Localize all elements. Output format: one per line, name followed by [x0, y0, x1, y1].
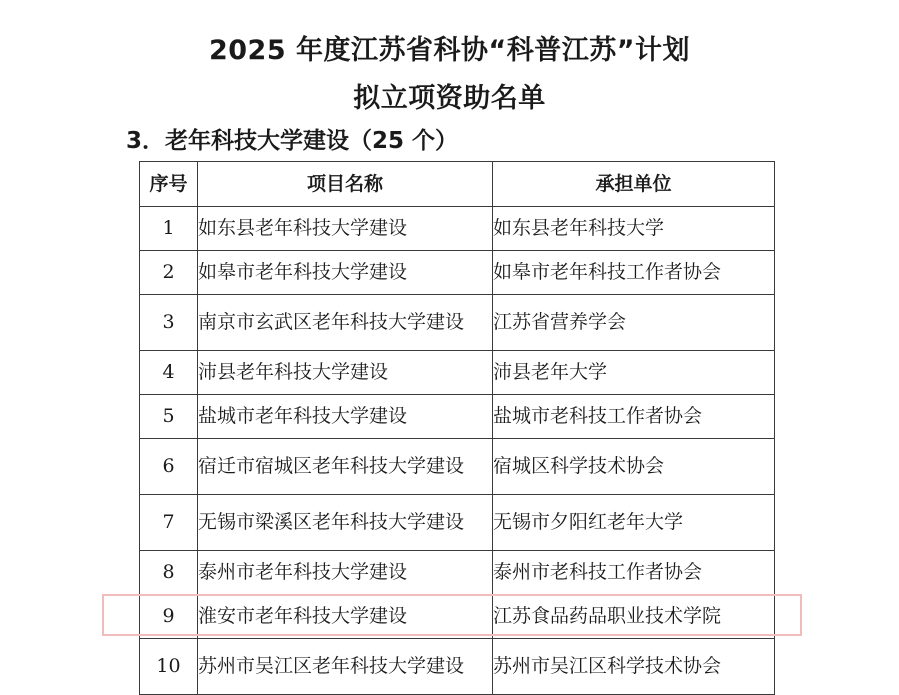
table-row — [140, 639, 775, 695]
row-serial: 3 — [140, 295, 198, 351]
table-row — [140, 395, 775, 439]
row-serial: 7 — [140, 495, 198, 551]
header-project-name: 项目名称 — [198, 162, 493, 207]
table-header-row — [140, 162, 775, 207]
table-row — [140, 207, 775, 251]
row-serial: 6 — [140, 439, 198, 495]
row-serial: 10 — [140, 639, 198, 695]
header-organization: 承担单位 — [493, 162, 775, 207]
row-project-name: 无锡市梁溪区老年科技大学建设 — [198, 495, 493, 551]
row-serial: 9 — [140, 595, 198, 639]
row-organization: 如东县老年科技大学 — [493, 207, 775, 251]
row-serial: 5 — [140, 395, 198, 439]
row-serial: 2 — [140, 251, 198, 295]
project-table — [139, 161, 775, 695]
row-organization: 江苏食品药品职业技术学院 — [493, 595, 775, 639]
section-heading: 3．老年科技大学建设（25 个） — [126, 128, 459, 154]
row-project-name: 沛县老年科技大学建设 — [198, 351, 493, 395]
row-organization: 沛县老年大学 — [493, 351, 775, 395]
table-row — [140, 251, 775, 295]
row-project-name: 南京市玄武区老年科技大学建设 — [198, 295, 493, 351]
row-project-name: 盐城市老年科技大学建设 — [198, 395, 493, 439]
row-organization: 苏州市吴江区科学技术协会 — [493, 639, 775, 695]
row-project-name: 苏州市吴江区老年科技大学建设 — [198, 639, 493, 695]
row-serial: 4 — [140, 351, 198, 395]
row-project-name: 淮安市老年科技大学建设 — [198, 595, 493, 639]
row-organization: 泰州市老科技工作者协会 — [493, 551, 775, 595]
table-row-highlighted — [140, 595, 775, 639]
table-row — [140, 439, 775, 495]
table-row — [140, 295, 775, 351]
table-row — [140, 495, 775, 551]
row-serial: 1 — [140, 207, 198, 251]
row-project-name: 如东县老年科技大学建设 — [198, 207, 493, 251]
row-organization: 盐城市老科技工作者协会 — [493, 395, 775, 439]
row-project-name: 宿迁市宿城区老年科技大学建设 — [198, 439, 493, 495]
row-project-name: 泰州市老年科技大学建设 — [198, 551, 493, 595]
row-organization: 如皋市老年科技工作者协会 — [493, 251, 775, 295]
table-row — [140, 551, 775, 595]
row-serial: 8 — [140, 551, 198, 595]
row-organization: 宿城区科学技术协会 — [493, 439, 775, 495]
table-row — [140, 351, 775, 395]
row-organization: 江苏省营养学会 — [493, 295, 775, 351]
document-title-line1: 2025 年度江苏省科协“科普江苏”计划 — [208, 35, 691, 66]
document-title-line2: 拟立项资助名单 — [353, 83, 546, 114]
row-project-name: 如皋市老年科技大学建设 — [198, 251, 493, 295]
header-serial: 序号 — [140, 162, 198, 207]
row-organization: 无锡市夕阳红老年大学 — [493, 495, 775, 551]
